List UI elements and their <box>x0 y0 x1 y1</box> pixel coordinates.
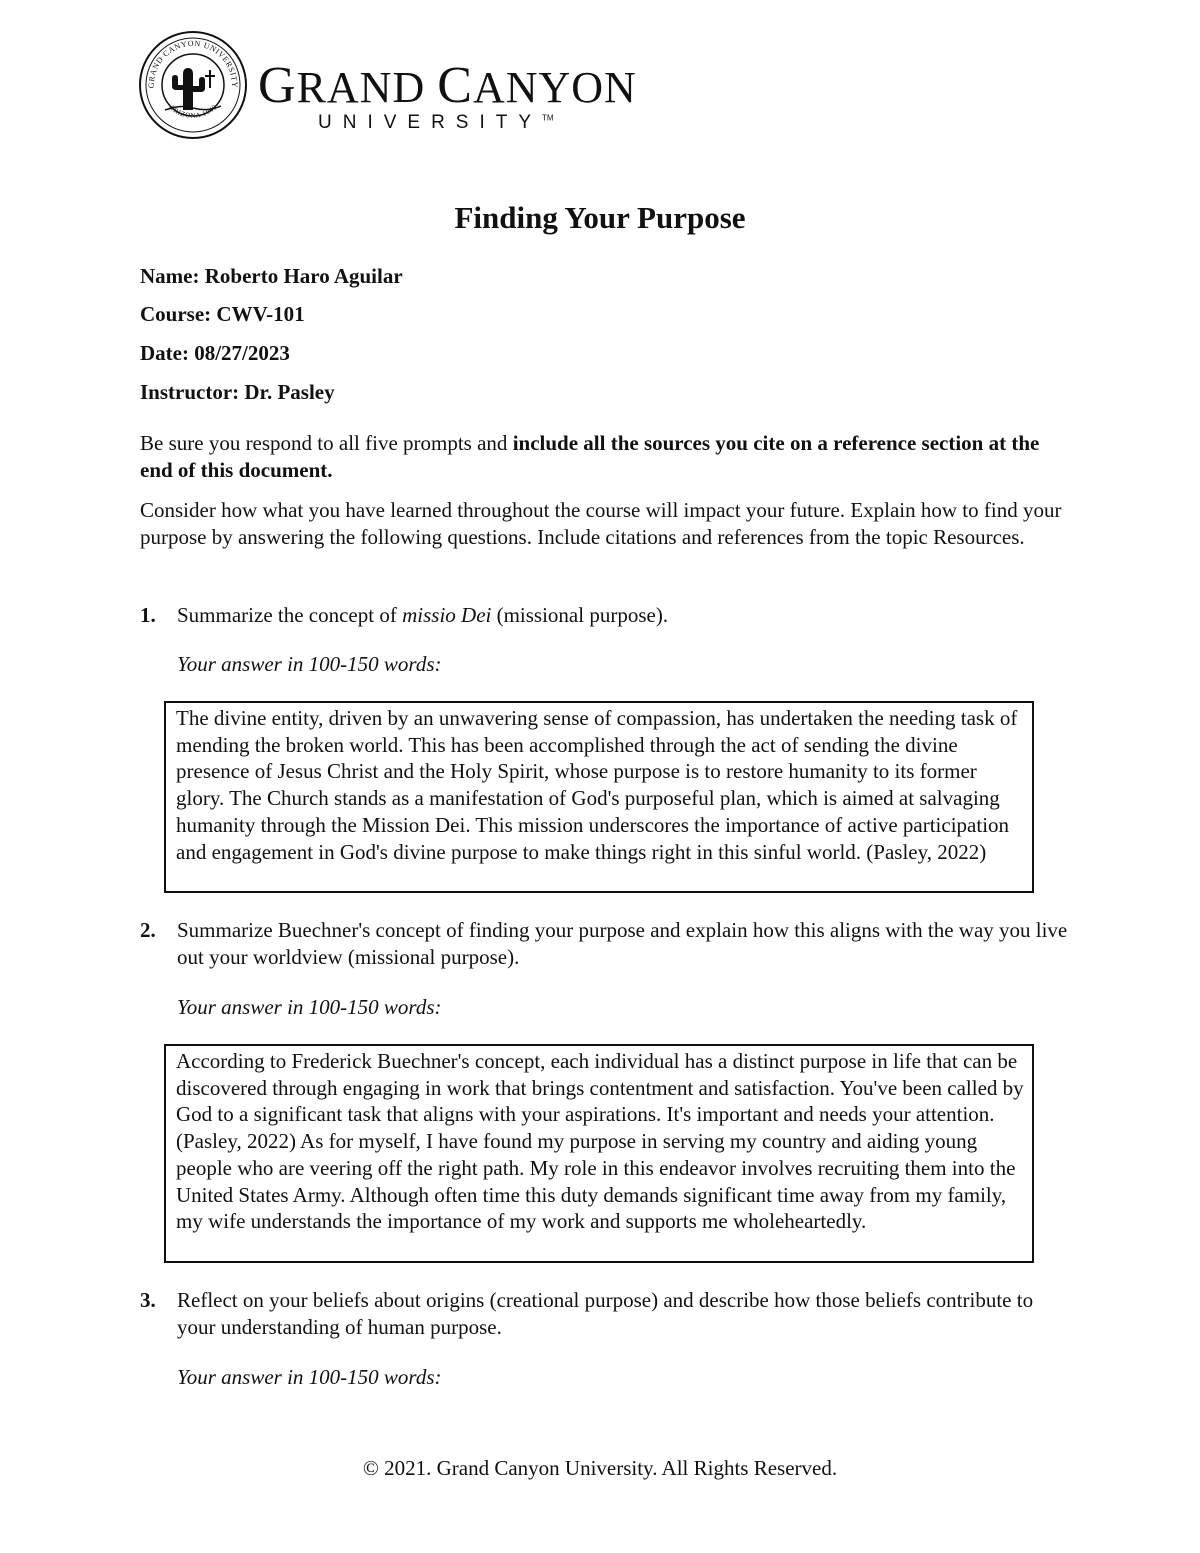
wordmark-part: ANYON <box>472 63 637 112</box>
wordmark-top <box>258 57 637 114</box>
copyright-footer: © 2021. Grand Canyon University. All Rights Reserved. <box>362 1456 838 1480</box>
question-2 <box>140 917 1070 971</box>
instructions-intro-plain: Be sure you respond to all five prompts and <box>140 431 513 455</box>
question-text: Reflect on your beliefs about origins (creational purpose) and describe how those beliefs contribute to your understanding of human purpose. <box>177 1288 1034 1339</box>
course-code: Course: CWV-101 <box>140 302 305 326</box>
instructions-consider: Consider how what you have learned throughout the course will impact your future. Explain how to find your purpose by answering the following questions. Include citations and references from the topic Resources. <box>140 498 1062 549</box>
university-logo <box>138 30 637 140</box>
wordmark <box>258 57 637 134</box>
wordmark-university: UNIVERSITY <box>318 112 543 133</box>
question-3 <box>140 1287 1070 1341</box>
seal-bottom-text: ARIZONA 1949 <box>167 103 219 120</box>
question-text-italic: missio Dei <box>402 603 492 627</box>
question-text: Summarize Buechner's concept of finding your purpose and explain how this aligns with the way you live out your worldview (missional purpose). <box>177 918 1068 969</box>
svg-text:ARIZONA 1949 <box>167 103 219 120</box>
wordmark-letter: C <box>437 57 473 114</box>
question-number: 1. <box>140 603 156 627</box>
university-seal-icon <box>138 30 248 140</box>
seal-text: GRAND CANYON UNIVERSITY <box>146 38 240 89</box>
wordmark-bottom <box>318 112 637 134</box>
question-number: 2. <box>140 918 156 942</box>
answer-prompt-1: Your answer in 100-150 words: <box>177 652 442 676</box>
question-number: 3. <box>140 1288 156 1312</box>
instructions-intro-bold: include all the sources you cite on a reference section at the end of this document. <box>140 431 1040 482</box>
instructor-name: Instructor: Dr. Pasley <box>140 380 335 404</box>
wordmark-letter: G <box>258 57 297 114</box>
submission-date: Date: 08/27/2023 <box>140 341 290 365</box>
instructions-intro <box>140 430 1070 484</box>
answer-prompt-2: Your answer in 100-150 words: <box>177 995 442 1019</box>
question-text-part: Summarize the concept of <box>177 603 403 627</box>
trademark-mark: TM <box>542 113 554 123</box>
student-name: Name: Roberto Haro Aguilar <box>140 264 403 288</box>
answer-prompt-3: Your answer in 100-150 words: <box>177 1365 442 1389</box>
question-text <box>177 602 1070 629</box>
page-title: Finding Your Purpose <box>454 200 746 235</box>
answer-box-2[interactable]: According to Frederick Buechner's concept, each individual has a distinct purpose in life that can be discovered through engaging in work that brings contentment and satisfaction. You've been called by God to a significant task that aligns with your aspirations. It's important and needs your attention. (Pasley, 2022) As for myself, I have found my purpose in serving my country and aiding young people who are veering off the right path. My role in this endeavor involves recruiting them into the United States Army. Although often time this duty demands significant time away from my family, my wife understands the importance of my work and supports me wholeheartedly. <box>164 1044 1034 1263</box>
question-text-part: (missional purpose). <box>491 603 669 627</box>
answer-box-1[interactable]: The divine entity, driven by an unwavering sense of compassion, has undertaken the needing task of mending the broken world. This has been accomplished through the act of sending the divine presence of Jesus Christ and the Holy Spirit, whose purpose is to restore humanity to its former glory. The Church stands as a manifestation of God's purposeful plan, which is aimed at salvaging humanity through the Mission Dei. This mission underscores the importance of active participation and engagement in God's divine purpose to make things right in this sinful world. (Pasley, 2022) <box>164 701 1034 893</box>
question-1 <box>140 602 1070 629</box>
wordmark-part: RAND <box>296 63 438 112</box>
